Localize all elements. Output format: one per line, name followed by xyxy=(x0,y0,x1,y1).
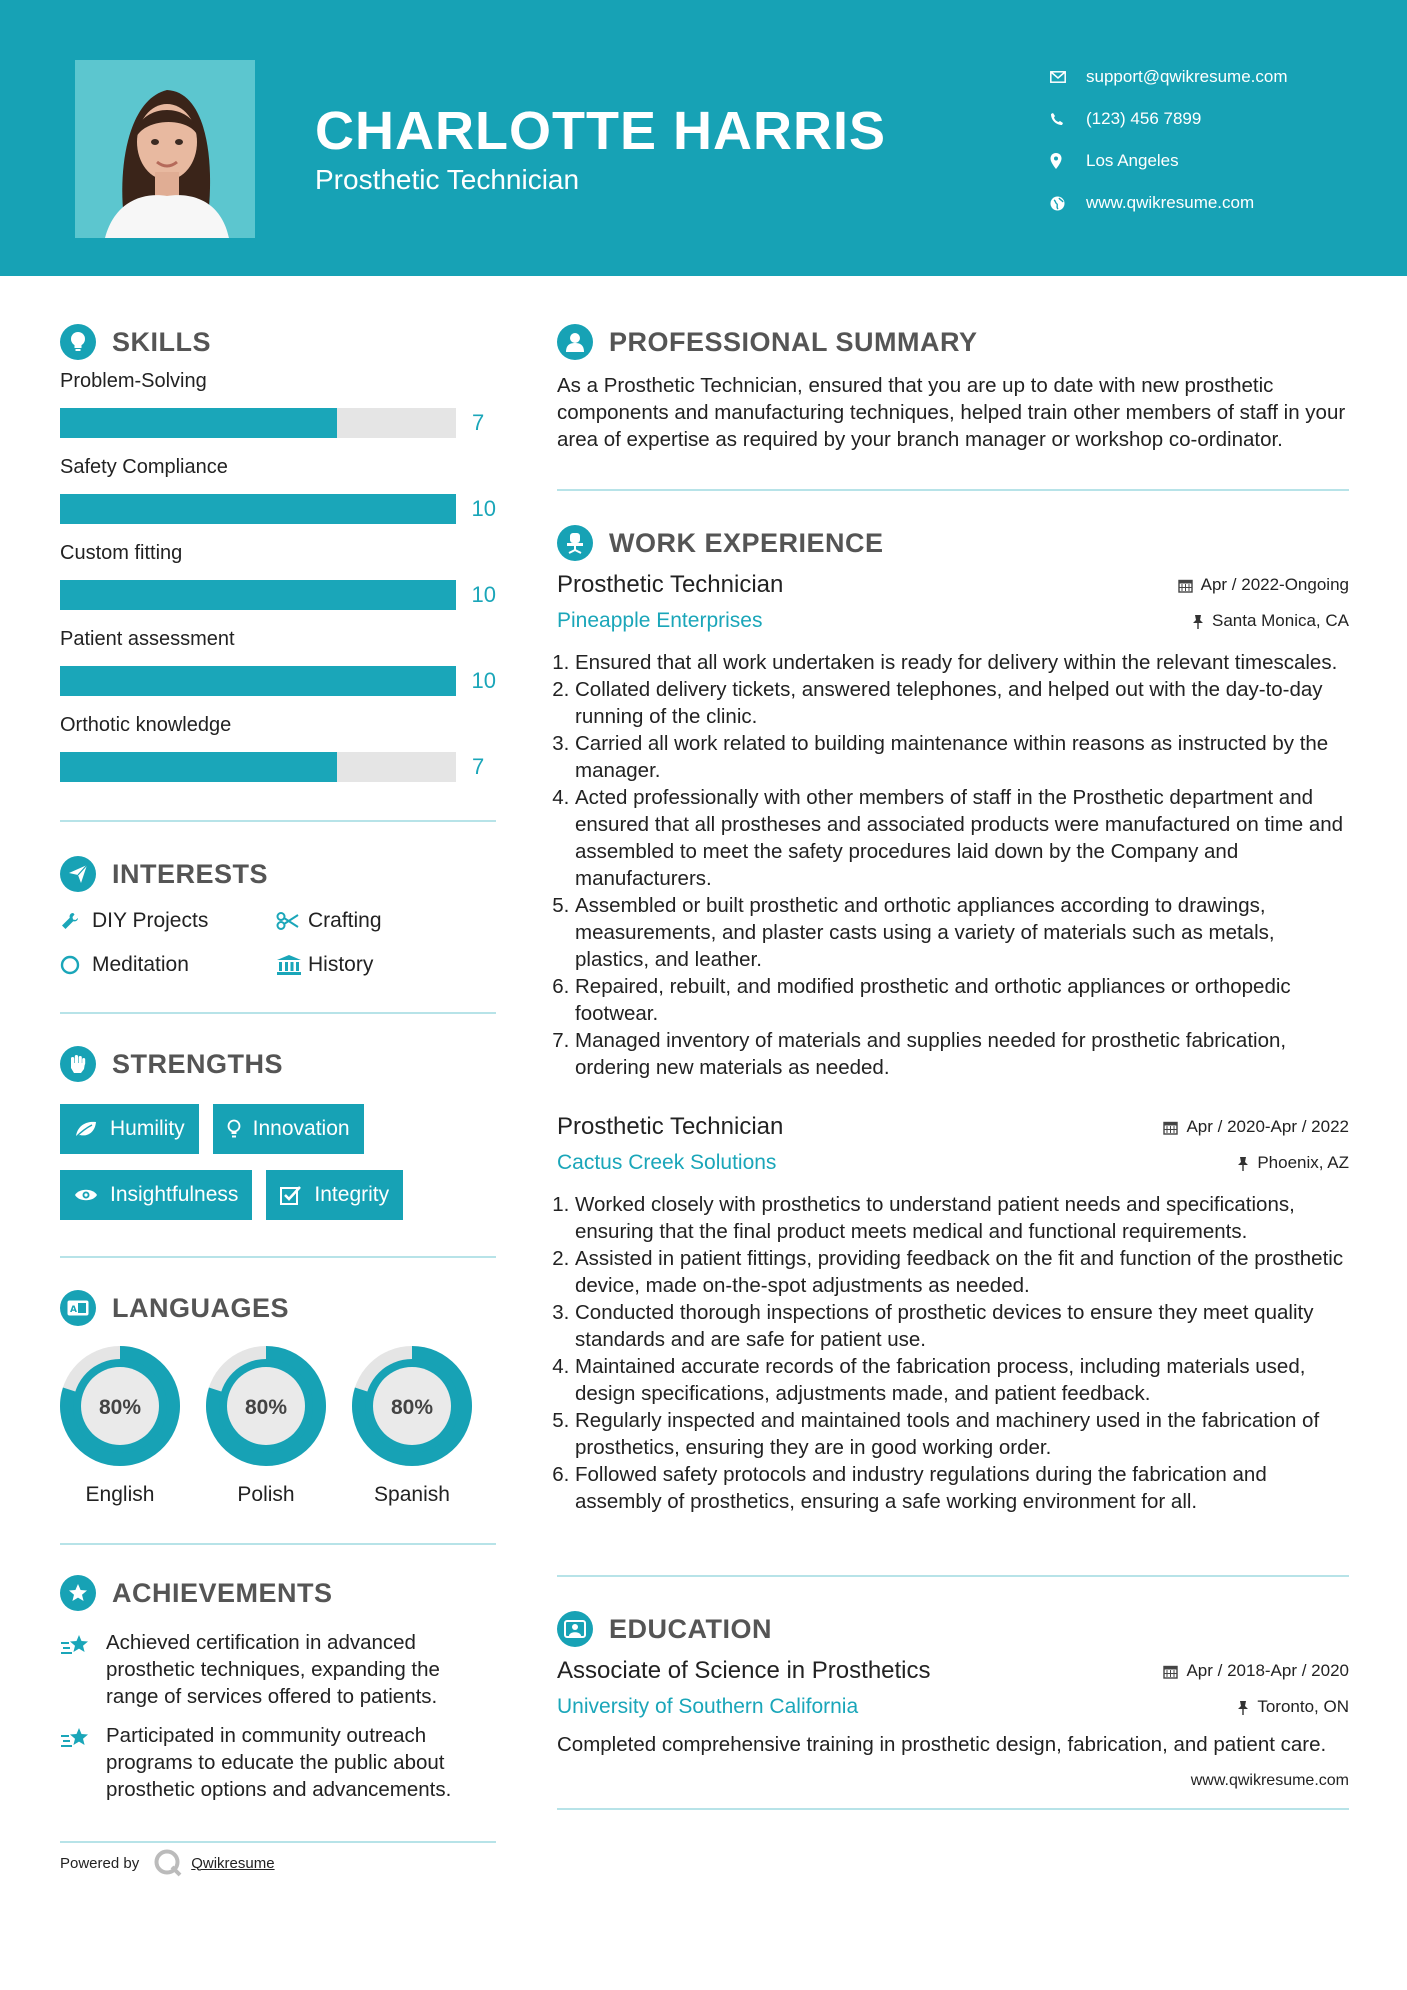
education-location-text: Toronto, ON xyxy=(1257,1697,1349,1716)
experience-heading xyxy=(557,519,1349,567)
skill-label: Safety Compliance xyxy=(60,456,228,478)
degree-title: Associate of Science in Prosthetics xyxy=(557,1657,931,1684)
duty-list xyxy=(557,1191,1349,1515)
interest-label: History xyxy=(308,953,374,976)
skill-track xyxy=(60,580,456,610)
skill-value: 10 xyxy=(471,496,496,521)
interest-label: DIY Projects xyxy=(92,909,209,932)
interest-item xyxy=(60,952,276,978)
interest-item xyxy=(60,908,276,934)
strength-tags xyxy=(60,1104,496,1220)
duty-item: 7. Managed inventory of materials and supplies needed for prosthetic fabrication, ordering new materials as needed. xyxy=(575,1027,1349,1081)
section-divider xyxy=(60,1543,496,1545)
user-icon xyxy=(557,324,593,360)
education-date xyxy=(1163,1661,1349,1681)
strength-label: Humility xyxy=(110,1117,185,1140)
summary-heading xyxy=(557,318,1349,366)
envelope-icon xyxy=(1050,71,1086,83)
duty-item: 1. Worked closely with prosthetics to understand patient needs and specifications, ensuring that the final product meets medical and functional requirements. xyxy=(575,1191,1349,1245)
contact-email[interactable] xyxy=(1050,56,1380,98)
language-donut xyxy=(60,1346,180,1466)
interests-grid xyxy=(60,908,496,978)
language-donut xyxy=(206,1346,326,1466)
duty-item: 4. Maintained accurate records of the fabrication process, including materials used, design specifications, adjustments made, and patient feedback. xyxy=(575,1353,1349,1407)
duty-item: 5. Assembled or built prosthetic and orthotic appliances according to drawings, measurements, and plaster casts using a variety of materials such as metals, plastics, and leather. xyxy=(575,892,1349,973)
skill-label: Problem-Solving xyxy=(60,370,207,392)
job-entry xyxy=(557,567,1349,1081)
left-column xyxy=(60,318,496,1883)
contact-email-text: support@qwikresume.com xyxy=(1086,67,1288,86)
skill-item xyxy=(60,626,496,710)
interest-item xyxy=(276,908,496,934)
qwikresume-logo-icon xyxy=(153,1848,183,1878)
language-list xyxy=(60,1346,496,1507)
duty-item: 2. Collated delivery tickets, answered telephones, and helped out with the day-to-day running of the clinic. xyxy=(575,676,1349,730)
powered-by-label: Powered by xyxy=(60,1854,140,1872)
graduate-icon xyxy=(557,1611,593,1647)
interest-label: Crafting xyxy=(308,909,382,932)
candidate-title: Prosthetic Technician xyxy=(315,164,580,195)
contact-phone[interactable] xyxy=(1050,98,1380,140)
language-icon xyxy=(60,1290,96,1326)
interest-label: Meditation xyxy=(92,953,189,976)
skill-track xyxy=(60,408,456,438)
skill-label: Custom fitting xyxy=(60,542,183,564)
lightbulb-outline-icon xyxy=(227,1119,241,1139)
contact-location-text: Los Angeles xyxy=(1086,151,1179,170)
education-location xyxy=(1237,1697,1349,1717)
skill-fill xyxy=(60,580,456,610)
contact-list xyxy=(1050,56,1380,224)
skill-item xyxy=(60,540,496,624)
profile-photo xyxy=(75,60,255,238)
skill-label: Orthotic knowledge xyxy=(60,714,232,736)
education-title: EDUCATION xyxy=(609,1613,772,1644)
skill-value: 10 xyxy=(471,668,496,693)
summary-text: As a Prosthetic Technician, ensured that you are up to date with new prosthetic components and manufacturing techniques, helped train other members of staff in your area of expertise as required by your branch manager or workshop co-ordinator. xyxy=(557,374,1346,451)
job-date-text: Apr / 2022-Ongoing xyxy=(1200,575,1349,594)
scissors-icon xyxy=(276,912,308,930)
language-name: English xyxy=(85,1483,155,1506)
candidate-name: CHARLOTTE HARRIS xyxy=(315,101,886,161)
skill-label: Patient assessment xyxy=(60,628,235,650)
job-date xyxy=(1163,1117,1349,1137)
skill-value: 10 xyxy=(471,582,496,607)
svg-text:A: A xyxy=(70,1305,77,1315)
check-square-icon xyxy=(280,1185,302,1205)
strength-label: Insightfulness xyxy=(110,1183,239,1206)
duty-item: 1. Ensured that all work undertaken is ready for delivery within the relevant timescales. xyxy=(575,649,1349,676)
strength-tag xyxy=(266,1170,403,1220)
language-item xyxy=(60,1346,180,1507)
interests-title: INTERESTS xyxy=(112,858,269,889)
job-location-text: Phoenix, AZ xyxy=(1257,1153,1349,1172)
skill-item xyxy=(60,368,496,452)
job-company: Cactus Creek Solutions xyxy=(557,1151,777,1174)
section-divider xyxy=(60,1256,496,1258)
map-pin-icon xyxy=(1050,153,1086,169)
language-percent: 80% xyxy=(390,1396,434,1419)
job-location xyxy=(1192,611,1349,631)
duty-item: 5. Regularly inspected and maintained tools and machinery used in the fabrication of prosthetics, ensuring they are in good working order. xyxy=(575,1407,1349,1461)
leaf-icon xyxy=(74,1120,98,1138)
skill-track xyxy=(60,752,456,782)
school-name: University of Southern California xyxy=(557,1695,859,1718)
duty-item: 6. Followed safety protocols and industry regulations during the fabrication and assembly of prosthetics, ensuring a safe working environment for all. xyxy=(575,1461,1349,1515)
powered-by xyxy=(60,1843,496,1883)
job-location xyxy=(1237,1153,1349,1173)
interest-item xyxy=(276,952,496,978)
skill-fill xyxy=(60,666,456,696)
achievement-item xyxy=(60,1629,496,1710)
skills-title: SKILLS xyxy=(112,326,212,357)
language-item xyxy=(206,1346,326,1507)
contact-website[interactable] xyxy=(1050,182,1380,224)
language-percent: 80% xyxy=(244,1396,288,1419)
education-heading xyxy=(557,1605,1349,1653)
section-divider xyxy=(557,489,1349,491)
pushpin-icon xyxy=(1192,614,1204,629)
strength-tag xyxy=(60,1170,252,1220)
calendar-icon xyxy=(1163,1120,1178,1135)
job-date xyxy=(1178,575,1349,595)
summary-title: PROFESSIONAL SUMMARY xyxy=(609,326,978,357)
job-company: Pineapple Enterprises xyxy=(557,609,763,632)
skill-fill xyxy=(60,408,337,438)
strength-tag xyxy=(213,1104,364,1154)
languages-heading xyxy=(60,1284,496,1332)
circle-icon xyxy=(60,955,92,975)
section-divider xyxy=(557,1808,1349,1810)
achievements-heading xyxy=(60,1569,496,1617)
education-date-text: Apr / 2018-Apr / 2020 xyxy=(1186,1661,1349,1680)
education-description: Completed comprehensive training in prosthetic design, fabrication, and patient care. xyxy=(557,1733,1327,1756)
qwikresume-link[interactable]: Qwikresume xyxy=(191,1854,275,1872)
duty-item: 6. Repaired, rebuilt, and modified prosthetic and orthotic appliances or orthopedic footwear. xyxy=(575,973,1349,1027)
right-column xyxy=(557,318,1349,1810)
achievement-item xyxy=(60,1722,496,1803)
skill-track xyxy=(60,666,456,696)
achievement-list xyxy=(60,1629,496,1803)
skills-heading xyxy=(60,318,496,366)
skills-list xyxy=(60,368,496,796)
language-name: Spanish xyxy=(374,1483,450,1506)
contact-website-text: www.qwikresume.com xyxy=(1086,193,1255,212)
skill-value: 7 xyxy=(472,410,485,435)
eye-icon xyxy=(74,1187,98,1203)
star-badge-icon xyxy=(60,1575,96,1611)
duty-item: 4. Acted professionally with other members of staff in the Prosthetic department and ensured that all prostheses and associated products were manufactured on time and assembled to meet the safety procedures laid down by the Company and manufacturers. xyxy=(575,784,1349,892)
pushpin-icon xyxy=(1237,1700,1249,1715)
skill-track xyxy=(60,494,456,524)
language-percent: 80% xyxy=(98,1396,142,1419)
bank-icon xyxy=(276,954,308,976)
achievement-text: Achieved certification in advanced prosthetic techniques, expanding the range of services offered to patients. xyxy=(106,1631,440,1708)
skill-item xyxy=(60,712,496,796)
pushpin-icon xyxy=(1237,1156,1249,1171)
shooting-star-icon xyxy=(60,1629,106,1710)
skill-fill xyxy=(60,494,456,524)
achievement-text: Participated in community outreach programs to educate the public about prosthetic options and advancements. xyxy=(106,1724,452,1801)
paper-plane-icon xyxy=(60,856,96,892)
calendar-icon xyxy=(1178,578,1193,593)
shooting-star-icon xyxy=(60,1722,106,1803)
lightbulb-icon xyxy=(60,324,96,360)
strengths-title: STRENGTHS xyxy=(112,1048,284,1079)
skill-item xyxy=(60,454,496,538)
language-item xyxy=(352,1346,472,1507)
resume-header xyxy=(0,0,1407,276)
strength-tag xyxy=(60,1104,199,1154)
office-chair-icon xyxy=(557,525,593,561)
strengths-heading xyxy=(60,1040,496,1088)
section-divider xyxy=(60,1012,496,1014)
section-divider xyxy=(60,820,496,822)
raised-fist-icon xyxy=(60,1046,96,1082)
experience-title: WORK EXPERIENCE xyxy=(609,527,884,558)
languages-title: LANGUAGES xyxy=(112,1292,290,1323)
duty-item: 3. Carried all work related to building maintenance within reasons as instructed by the manager. xyxy=(575,730,1349,784)
section-divider xyxy=(557,1575,1349,1577)
interests-heading xyxy=(60,850,496,898)
contact-location xyxy=(1050,140,1380,182)
language-name: Polish xyxy=(237,1483,295,1506)
job-location-text: Santa Monica, CA xyxy=(1211,611,1349,630)
job-title: Prosthetic Technician xyxy=(557,1113,784,1140)
job-title: Prosthetic Technician xyxy=(557,571,784,598)
education-entry xyxy=(557,1653,1349,1758)
contact-phone-text: (123) 456 7899 xyxy=(1086,109,1202,128)
job-date-text: Apr / 2020-Apr / 2022 xyxy=(1186,1117,1349,1136)
skill-value: 7 xyxy=(472,754,485,779)
language-donut xyxy=(352,1346,472,1466)
strength-label: Integrity xyxy=(314,1183,390,1206)
strength-label: Innovation xyxy=(252,1117,350,1140)
duty-list xyxy=(557,649,1349,1081)
achievements-title: ACHIEVEMENTS xyxy=(112,1577,333,1608)
duty-item: 3. Conducted thorough inspections of prosthetic devices to ensure they meet quality standards and are safe for patient use. xyxy=(575,1299,1349,1353)
globe-icon xyxy=(1050,196,1086,211)
wrench-icon xyxy=(60,911,92,931)
phone-icon xyxy=(1050,112,1086,126)
calendar-icon xyxy=(1163,1664,1178,1679)
footer-url[interactable]: www.qwikresume.com xyxy=(1190,1772,1349,1789)
skill-fill xyxy=(60,752,337,782)
job-entry xyxy=(557,1109,1349,1515)
duty-item: 2. Assisted in patient fittings, providing feedback on the fit and function of the prosthetic device, made on-the-spot adjustments as needed. xyxy=(575,1245,1349,1299)
